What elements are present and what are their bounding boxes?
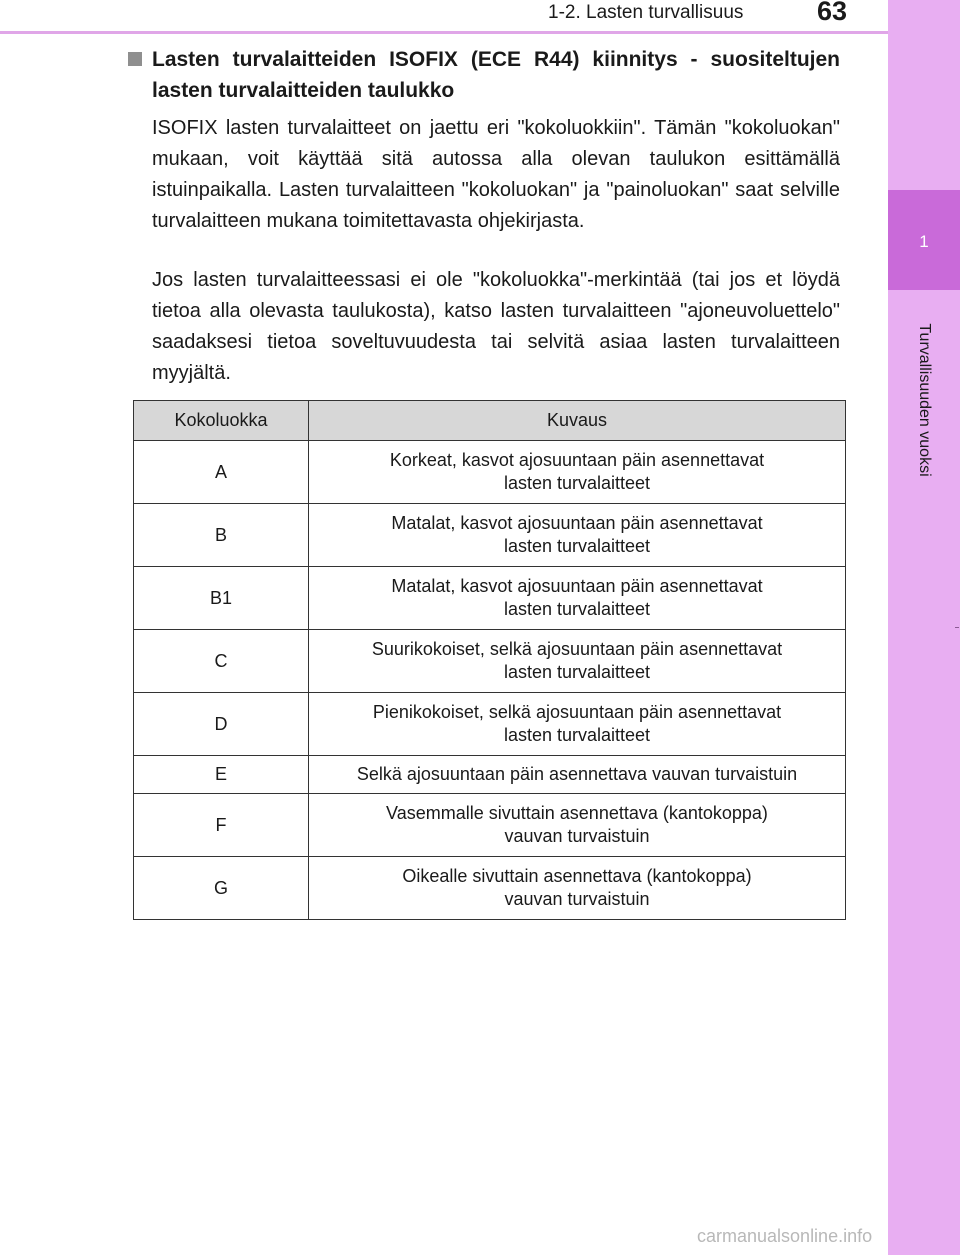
size-class-cell: G (134, 857, 309, 920)
description-line: Selkä ajosuuntaan päin asennettava vauvan turvaistuin (356, 764, 798, 784)
table-row (134, 441, 846, 504)
description-cell (309, 441, 846, 504)
size-class-cell: A (134, 441, 309, 504)
size-class-cell: D (134, 693, 309, 756)
page-number: 63 (817, 0, 848, 26)
side-tab (888, 0, 960, 1255)
description-line: lasten turvalaitteet (503, 662, 651, 682)
description-cell (309, 693, 846, 756)
table-row (134, 567, 846, 630)
size-class-cell: F (134, 794, 309, 857)
square-bullet-icon (128, 52, 142, 66)
description-cell (309, 857, 846, 920)
description-line: Pienikokoiset, selkä ajosuuntaan päin asennettavat (372, 702, 782, 722)
table-header-row (134, 401, 846, 441)
paragraph-intro: ISOFIX lasten turvalaitteet on jaettu eri "kokoluokkiin". Tämän "kokoluokan" mukaan, voit käyttää sitä autossa alla olevan taulukon esittämällä istuinpaikalla. Lasten turvalaitteen "kokoluokan" ja "painoluokan" saat selville turvalaitteen mukana toimitettavasta ohjekirjasta. (152, 117, 840, 232)
description-cell (309, 794, 846, 857)
chapter-number: 1 (919, 232, 929, 251)
table-row (134, 693, 846, 756)
description-line: Matalat, kasvot ajosuuntaan päin asennettavat (391, 576, 763, 596)
description-line: lasten turvalaitteet (503, 473, 651, 493)
description-line: lasten turvalaitteet (503, 599, 651, 619)
table-row (134, 794, 846, 857)
description-line: Korkeat, kasvot ajosuuntaan päin asennettavat (389, 450, 765, 470)
table-row (134, 504, 846, 567)
description-cell (309, 630, 846, 693)
description-cell (309, 756, 846, 794)
header-rule (0, 31, 888, 34)
header-size-class: Kokoluokka (134, 401, 309, 441)
description-line: lasten turvalaitteet (503, 725, 651, 745)
description-line: Matalat, kasvot ajosuuntaan päin asennettavat (391, 513, 763, 533)
description-line: Suurikokoiset, selkä ajosuuntaan päin asennettavat (371, 639, 783, 659)
paragraph-note: Jos lasten turvalaitteessasi ei ole "kokoluokka"-merkintää (tai jos et löydä tietoa alla olevasta taulukosta), katso lasten turvalaitteen "ajoneuvoluettelo" saadaksesi tietoa soveltuvuudesta tai selvitä asiaa lasten turvalaitteen myyjältä. (152, 269, 840, 384)
size-class-cell: B1 (134, 567, 309, 630)
description-line: vauvan turvaistuin (504, 889, 650, 909)
description-line: Oikealle sivuttain asennettava (kantokoppa) (402, 866, 752, 886)
watermark: carmanualsonline.info (697, 1226, 873, 1246)
sub-heading: Lasten turvalaitteiden ISOFIX (ECE R44) kiinnitys - suositeltujen lasten turvalaitteiden taulukko (152, 48, 840, 102)
header-description: Kuvaus (309, 401, 846, 441)
description-cell (309, 567, 846, 630)
size-class-cell: C (134, 630, 309, 693)
side-tick (955, 627, 959, 628)
description-line: lasten turvalaitteet (503, 536, 651, 556)
chapter-label: Turvallisuuden vuoksi (916, 323, 933, 477)
table-row (134, 630, 846, 693)
table-row (134, 756, 846, 794)
table-row (134, 857, 846, 920)
section-title: 1-2. Lasten turvallisuus (548, 2, 744, 23)
size-class-table (133, 400, 846, 920)
size-class-cell: B (134, 504, 309, 567)
description-cell (309, 504, 846, 567)
description-line: vauvan turvaistuin (504, 826, 650, 846)
description-line: Vasemmalle sivuttain asennettava (kantokoppa) (386, 803, 768, 823)
size-class-cell: E (134, 756, 309, 794)
